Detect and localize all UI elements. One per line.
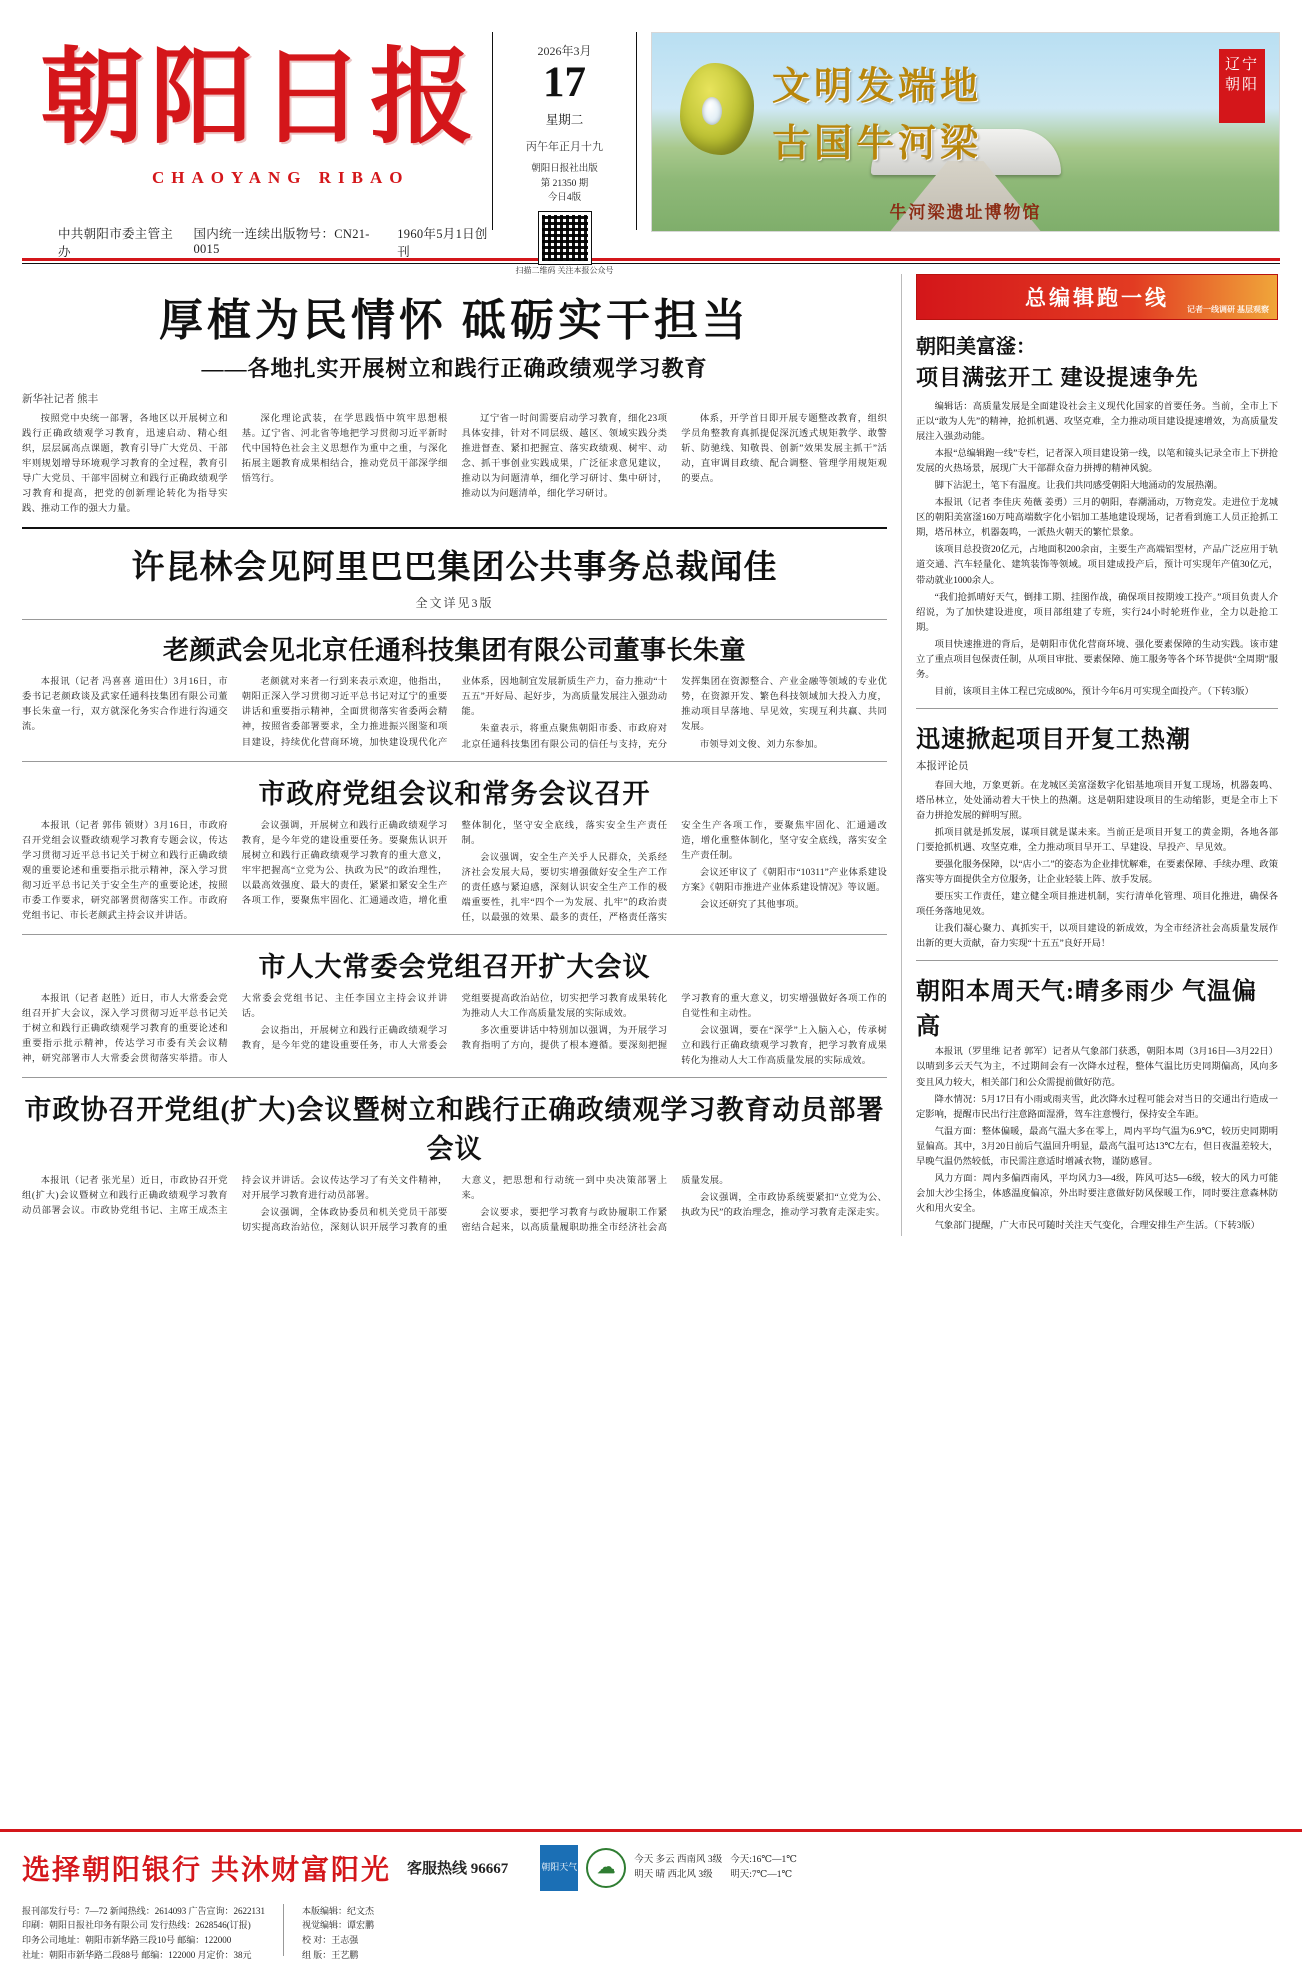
- right-para-4: 该项目总投资20亿元，占地面积200余亩，主要生产高端铝型材，产品广泛应用于轨道交通、汽车轻量化、建筑装饰等领域。项目建成投产后，预计可实现年产值30亿元，带动就业1000余人。: [916, 545, 1278, 586]
- banner-title-line1: 文明发端地: [772, 66, 983, 108]
- weather-icon: ☁: [586, 1848, 626, 1888]
- weather-temps: [730, 1853, 797, 1882]
- right2-para-4: 让我们凝心聚力、真抓实干，以项目建设的新成效，为全市经济社会高质量发展作出新的更大贡献，奋力实现“十五五”良好开局！: [916, 924, 1278, 950]
- weather-widget: [540, 1845, 797, 1891]
- weather-details: [634, 1853, 722, 1882]
- section-divider-4: [22, 934, 887, 935]
- right-title-2: 项目满弦开工 建设提速争先: [916, 365, 1199, 390]
- banner-title: [772, 59, 982, 173]
- masthead: [22, 18, 1280, 276]
- lead-subhead: ——各地扎实开展树立和践行正确政绩观学习教育: [201, 356, 708, 381]
- colophon-line-4: 本版编辑：纪文杰: [302, 1905, 375, 1916]
- lead-para-3: 体系，开学首日即开展专题整改教育，组织学员角整教育真抓提促深沉透式规矩教学、敢警斩、防驰线、知敬畏、创新”效果发展主抓干”活动，直审调目政绩、配合调整、管理学用规矩观的要点。: [681, 414, 887, 485]
- story-npc-para-0: 本报讯（记者 赵胜）近日，市人大常委会党组召开扩大会议，深入学习贯彻习近平总书记关于树立和践行正确政绩观学习教育的重要论述和重要指示批示精神，传达学习市委有关会议精神，研究部署市人大常委会贯彻落实举措。市人大常委会党组书记、主任李国立主持会议并讲话。: [22, 993, 448, 1065]
- weather-tomorrow: 晴 西北风 3级: [655, 1869, 713, 1880]
- imprint-sponsor: 中共朝阳市委主管主办: [58, 227, 174, 259]
- column-ribbon: [916, 274, 1278, 320]
- story-cppcc-body: [22, 1174, 887, 1236]
- jade-artifact-icon: [680, 63, 754, 155]
- weather-today: 多云 西南风 3级: [655, 1855, 723, 1866]
- column-ribbon-sub: 记者一线调研 基层观察: [1187, 305, 1269, 314]
- story-npc-body: [22, 992, 887, 1069]
- column-ribbon-label: 总编辑跑一线: [1025, 286, 1169, 310]
- lead-para-2: 辽宁省一时间需要启动学习教育，细化23项具体安排，针对不同层级、越区、领域实践分类推进督查、紧扣把握宣、落实政绩观、树牢、动念、抓干事创业实践成果，广泛征求意见建议，推动以为问题清单，细化学习研讨、集中研讨，推动以为问题清单，细化学习研讨。: [461, 414, 668, 500]
- story-lao-headline: 老颜武会见北京任通科技集团有限公司董事长朱童: [162, 636, 746, 666]
- footer-colophon: [0, 1904, 1302, 1969]
- colophon-line-6: 校 对：王志强: [302, 1935, 359, 1946]
- story-lao-para-0: 本报讯（记者 冯喜喜 道田仕）3月16日，市委书记老颜政谈及武家任通科技集团有限公司董事长朱童一行，双方就深化务实合作进行沟通交流。: [22, 677, 228, 733]
- colophon-line-3: 社址：朝阳市新华路二段88号 邮编：122000 月定价：38元: [22, 1950, 252, 1961]
- right2-para-3: 要压实工作责任，建立健全项目推进机制，实行清单化管理、项目化推进，确保各项任务落地见效。: [916, 892, 1278, 918]
- footer-ad[interactable]: [0, 1832, 1302, 1904]
- issue-number: 第 21350 期: [540, 178, 589, 189]
- story-gov-para-0: 本报讯（记者 郭伟 锁财）3月16日，市政府召开党组会议暨政绩观学习教育专题会议，传达学习贯彻习近平总书记关于树立和践行正确政绩观的重要论述和重要指示批示精神，深入学习贯彻习近平总书记关于安全生产的重要论述，按照市委工作要求，研究部署贯彻落实工作。市政府党组书记、市长老颜武主持会议并讲话。: [22, 820, 228, 921]
- story-gov-para-4: 会议还研究了其他事项。: [699, 899, 805, 910]
- right-para-7: 目前，该项目主体工程已完成80%，预计今年6月可实现全面投产。（下转3版）: [934, 686, 1254, 697]
- weather-today-temp: 今天:16℃—1℃: [730, 1855, 797, 1866]
- story-gov-para-1: 会议强调，开展树立和践行正确政绩观学习教育，是今年党的建设重要任务。要聚焦认识开展树立和践行正确政绩观学习教育的重大意义，牢牢把握高“立党为公、执政为民”的政治理性，以最高效强度、最大的责任，紧紧扣紧安全生产各项工作，要聚焦牢固化、汇通通改造，增化重整体制化，坚守安全底线，落实安全生产责任制。: [241, 820, 668, 906]
- section-divider-2: [22, 619, 887, 620]
- colophon-line-1: 印刷：朝阳日报社印务有限公司 发行热线：2628546(订报): [22, 1920, 251, 1931]
- paper-pinyin: CHAOYANG RIBAO: [152, 168, 410, 187]
- publisher-name: 朝阳日报社出版: [531, 164, 598, 174]
- lead-byline: 新华社记者 熊丰: [22, 394, 99, 405]
- right-para-0: 编辑话：高质量发展是全面建设社会主义现代化国家的首要任务。当前，全市上下正以“敢为人先”的精神，抢抓机遇、攻坚克难，全力推动项目建设提速增效，为高质量发展注入强劲动能。: [916, 402, 1278, 443]
- story-gov-headline: 市政府党组会议和常务会议召开: [258, 778, 651, 809]
- right-para-2: 脚下沾泥土，笔下有温度。让我们共同感受朝阳大地涌动的发展热潮。: [934, 481, 1223, 492]
- masthead-datebox: [492, 32, 637, 276]
- colophon-block-2: [302, 1904, 374, 1963]
- story-cppcc-headline: 市政协召开党组(扩大)会议暨树立和践行正确政绩观学习教育动员部署会议: [24, 1095, 885, 1165]
- paper-title: 朝阳日报: [40, 41, 481, 156]
- colophon-block-1: [22, 1904, 265, 1963]
- page-footer: [0, 1829, 1302, 1969]
- story-gov-para-2: 会议强调，安全生产关乎人民群众，关系经济社会发展大局，要切实增强做好安全生产工作的责任感与紧迫感，深刻认识安全生产工作的极端重要性，扎牢“四个一为发展、扎牢”的政治责任，以最强的效果、最多的责任，严格责任落实安全生产各项工作，要聚焦牢固化、汇通通改造，增化重整体制化，坚守安全底线，落实安全生产责任制。: [461, 820, 887, 923]
- section-divider-5: [22, 1077, 887, 1078]
- lead-para-0: 按照党中央统一部署，各地区以开展树立和践行正确政绩观学习教育，迅速启动、精心组织，层层属高点课题，教育引导广大党员、干部牢则规划增导环境观学习教育的全过程，教育引导广大党员、干部牢固树立和践行正确政绩观学习教育和提高，把党的创新理论转化为指导实践、推动工作的强大力量。: [22, 414, 228, 515]
- imprint-license: 国内统一连续出版物号：CN21-0015: [193, 227, 370, 256]
- story-cppcc-para-2: 会议要求，要把学习教育与政协履职工作紧密结合起来，以高质量履职助推全市经济社会高质量发展。: [461, 1176, 729, 1234]
- date-weekday: 星期二: [545, 113, 584, 127]
- story-cppcc-para-0: 本报讯（记者 张光星）近日，市政协召开党组(扩大)会议暨树立和践行正确政绩观学习教育动员部署会议。市政协党组书记、主席王成杰主持会议并讲话。会议传达学习了有关文件精神，对开展学习教育进行动员部署。: [22, 1176, 448, 1217]
- right-para-6: 项目快速推进的背后，是朝阳市优化营商环境、强化要素保障的生动实践。该市建立了重点项目包保责任制，从项目审批、要素保障、施工服务等各个环节提供“全周期”服务。: [916, 639, 1278, 680]
- story-xu-reference: 全文详见3版: [415, 596, 494, 611]
- banner-image: [651, 32, 1280, 232]
- section-divider-3: [22, 761, 887, 762]
- story-npc-para-3: 会议强调，要在“深学”上入脑入心，传承树立和践行正确政绩观学习教育，把学习教育成果转化为推动人大工作高质量发展的实际成效。: [681, 1025, 887, 1067]
- right-body-1: [916, 400, 1278, 700]
- right-body-2: [916, 779, 1278, 953]
- weather-today-label: 今天: [634, 1855, 654, 1866]
- weather-logo: 朝阳天气: [540, 1845, 578, 1891]
- weather-tomorrow-temp: 明天:7℃—1℃: [730, 1869, 793, 1880]
- right-title-1: 朝阳美富滏：: [916, 336, 1036, 358]
- story-lao-para-1: 老颜就对来者一行到来表示欢迎，他指出，朝阳正深入学习贯彻习近平总书记对辽宁的重要讲话和重要指示精神，全面贯彻落实省委两会精神，按照省委部署要求，全力推进振兴图鉴和项目建设，持续优化营商环境，加快建设现代化产业体系，因地制宜发展新质生产力，奋力推动“十五五”开好局、起好步，为高质量发展注入强劲动能。: [241, 677, 668, 748]
- lead-headline: 厚植为民情怀 砥砺实干担当: [159, 296, 750, 345]
- right3-para-2: 气温方面：整体偏暖，最高气温大多在零上，周内平均气温为6.9℃，较历史同期明显偏高。其中，3月20日前后气温回升明显，最高气温可达13℃左右，但日夜温差较大，早晚气温仍然较低，市民需注意适时增减衣物，谨防感冒。: [916, 1126, 1278, 1167]
- right-divider-2: [916, 960, 1278, 961]
- right3-para-1: 降水情况：5月17日有小雨或雨夹雪，此次降水过程可能会对当日的交通出行造成一定影响，提醒市民出行注意路面湿滑，驾车注意慢行，保持安全车距。: [916, 1094, 1278, 1120]
- colophon-line-5: 视觉编辑：谭宏鹏: [302, 1920, 375, 1931]
- imprint-founded: 1960年5月1日创刊: [397, 227, 488, 259]
- right-para-5: “我们抢抓晴好天气，倒排工期、挂图作战，确保项目按期竣工投产。”项目负责人介绍说，为了加快建设进度，项目部组建了专班，实行24小时轮班作业，全力以赴抢工期。: [916, 592, 1278, 633]
- right2-para-2: 要强化服务保障，以“店小二”的姿态为企业排忧解难，在要素保障、手续办理、政策落实等方面提供全方位服务，让企业轻装上阵、放手发展。: [916, 860, 1278, 886]
- right2-para-0: 春回大地，万象更新。在龙城区美富滏数字化铝基地项目开复工现场，机器轰鸣、塔吊林立，处处涌动着大干快上的热潮。这是朝阳建设项目的生动缩影，更是全市上下奋力拼抢发展的鲜明写照。: [916, 780, 1278, 821]
- left-column: [22, 274, 902, 1236]
- right-headline-2: 迅速掀起项目开复工热潮: [916, 726, 1191, 753]
- masthead-imprint: [58, 224, 492, 260]
- right-headline-3: 朝阳本周天气:晴多雨少 气温偏高: [916, 979, 1257, 1041]
- story-npc-headline: 市人大常委会党组召开扩大会议: [258, 951, 651, 982]
- ad-hotline: 客服热线 96667: [407, 1861, 509, 1878]
- date-day: 17: [543, 59, 586, 106]
- qr-code-icon[interactable]: [539, 212, 591, 264]
- right3-para-0: 本报讯（罗里维 记者 郭军）记者从气象部门获悉，朝阳本周（3月16日—3月22日）以晴到多云天气为主，不过期间会有一次降水过程，整体气温比历史同期偏高，风向多变且风力较大，相关部门和公众需提前做好防范。: [916, 1047, 1278, 1088]
- story-lao-para-2: 朱童表示，将重点聚焦朝阳市委、市政府对北京任通科技集团有限公司的信任与支持，充分发挥集团在资源整合、产业金融等领域的专业优势，在资源开发、繁色科技领域加大投入力度，推动项目早落地、早见效，实现互利共赢、共同发展。: [461, 677, 887, 750]
- colophon-line-2: 印务公司地址：朝阳市新华路三段10号 邮编：122000: [22, 1935, 232, 1946]
- banner-title-line2: 古国牛河梁: [772, 123, 983, 165]
- date-lunar: 丙午年正月十九: [526, 141, 603, 153]
- lead-para-1: 深化理论武装，在学思践悟中筑牢思想根基。辽宁省、河北省等地把学习贯彻习近平新时代中国特色社会主义思想作为重中之重，与深化拓展主题教育成果相结合，推动党员干部深学细悟笃行。: [241, 414, 448, 485]
- story-xu-headline: 许昆林会见阿里巴巴集团公共事务总裁闻佳: [131, 550, 778, 587]
- right-body-3: [916, 1045, 1278, 1234]
- right-divider-1: [916, 708, 1278, 709]
- qr-caption: 扫描二维码 关注本报公众号: [515, 266, 614, 276]
- colophon-separator: [283, 1904, 284, 1956]
- publisher-info: [499, 162, 630, 206]
- colophon-line-7: 组 版：王艺鹏: [302, 1950, 359, 1961]
- masthead-left: [22, 18, 492, 260]
- date-month: 2026年3月: [537, 44, 592, 58]
- masthead-right: [651, 32, 1280, 232]
- right3-para-3: 风力方面：周内多偏西南风，平均风力3—4级，阵风可达5—6级，较大的风力可能会加大沙尘扬尘，体感温度偏凉，外出时要注意做好防风保暖工作，同时要注意森林防火和用火安全。: [916, 1173, 1278, 1214]
- story-cppcc-para-1: 会议强调，全体政协委员和机关党员干部要切实提高政治站位，深刻认识开展学习教育的重大意义，把思想和行动统一到中央决策部署上来。: [241, 1176, 668, 1234]
- right2-para-1: 抓项目就是抓发展，谋项目就是谋未来。当前正是项目开复工的黄金期，各地各部门要抢抓机遇、攻坚克难，全力推动项目早开工、早建设、早投产、早见效。: [916, 828, 1278, 854]
- right-para-3: 本报讯（记者 李佳庆 苑薇 姜勇）三月的朝阳，春潮涌动，万物竞发。走进位于龙城区的朝阳美富滏160万吨高端数字化小铝加工基地建设现场，记者看到施工人员正抢抓工期，塔吊林立，机器轰鸣，一派热火朝天的繁忙景象。: [916, 498, 1278, 539]
- right-para-1: 本报“总编辑跑一线”专栏，记者深入项目建设第一线，以笔和镜头记录全市上下拼抢发展的火热场景，展现广大干部群众奋力拼搏的精神风貌。: [916, 449, 1278, 475]
- page-count: 今日4版: [547, 193, 582, 204]
- story-cppcc-para-3: 会议强调，全市政协系统要紧扣“立党为公、执政为民”的政治理念，推动学习教育走深走实。: [681, 1193, 887, 1219]
- story-npc-para-1: 会议指出，开展树立和践行正确政绩观学习教育，是今年党的建设重要任务，市人大常委会党组要提高政治站位，切实把学习教育成果转化为推动人大工作高质量发展的实际成效。: [241, 993, 668, 1052]
- story-npc-para-2: 多次重要讲话中特别加以强调，为开展学习教育指明了方向，提供了根本遵循。要深刻把握学习教育的重大意义，切实增强做好各项工作的自觉性和主动性。: [461, 993, 887, 1052]
- masthead-divider-thin: [22, 263, 1280, 264]
- right-byline-2: 本报评论员: [916, 760, 969, 772]
- ad-slogan: 选择朝阳银行 共沐财富阳光: [22, 1854, 392, 1886]
- lead-body: [22, 412, 887, 517]
- right3-para-4: 气象部门提醒，广大市民可随时关注天气变化，合理安排生产生活。（下转3版）: [934, 1220, 1260, 1231]
- colophon-line-0: 报刊部发行号：7—72 新闻热线：2614093 广告宣询：2622131: [22, 1905, 266, 1916]
- page-content: [22, 274, 1280, 1236]
- story-lao-body: [22, 675, 887, 752]
- right-column: [902, 274, 1278, 1236]
- story-lao-para-3: 市领导刘文俊、刘力东参加。: [699, 739, 824, 750]
- weather-tomorrow-label: 明天: [634, 1869, 654, 1880]
- banner-stone-text: 牛河梁遗址博物馆: [889, 203, 1042, 222]
- qr-code-wrap[interactable]: [499, 212, 630, 264]
- section-divider-1: [22, 527, 887, 529]
- story-gov-para-3: 会议还审议了《朝阳市“10311”产业体系建设方案》《朝阳市推进产业体系建设情况》等议题。: [681, 867, 887, 893]
- banner-seal: 辽宁朝阳: [1219, 49, 1265, 123]
- story-gov-body: [22, 819, 887, 926]
